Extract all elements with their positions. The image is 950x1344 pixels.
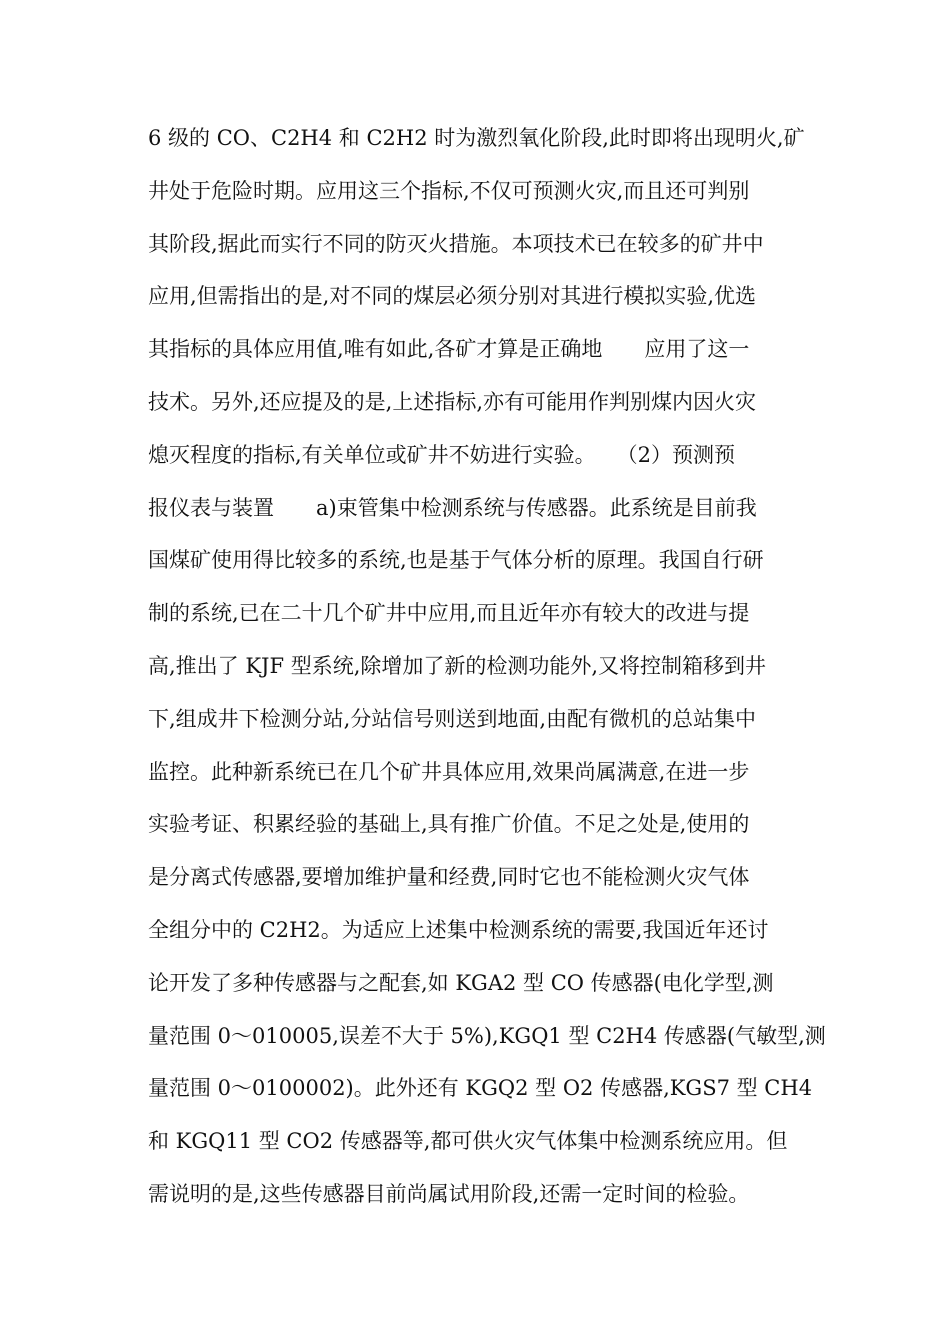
text-line: 量范围 0～010005,误差不大于 5%),KGQ1 型 C2H4 传感器(气敏型,测 <box>148 1023 826 1048</box>
text-line: 是分离式传感器,要增加维护量和经费,同时它也不能检测火灾气体 <box>148 865 750 890</box>
text-line: 熄灭程度的指标,有关单位或矿井不妨进行实验。 （2）预测预 <box>148 442 736 467</box>
text-line: 报仪表与装置 a)束管集中检测系统与传感器。此系统是目前我 <box>148 495 757 520</box>
text-line: 6 级的 CO、C2H4 和 C2H2 时为激烈氧化阶段,此时即将出现明火,矿 <box>148 126 805 150</box>
text-line: 下,组成井下检测分站,分站信号则送到地面,由配有微机的总站集中 <box>148 706 757 731</box>
text-line: 监控。此种新系统已在几个矿井具体应用,效果尚属满意,在进一步 <box>148 759 750 784</box>
text-line: 国煤矿使用得比较多的系统,也是基于气体分析的原理。我国自行研 <box>148 548 764 573</box>
text-line: 技术。另外,还应提及的是,上述指标,亦有可能用作判别煤内因火灾 <box>148 389 757 414</box>
text-line: 高,推出了 KJF 型系统,除增加了新的检测功能外,又将控制箱移到井 <box>148 653 767 678</box>
text-line: 和 KGQ11 型 CO2 传感器等,都可供火灾气体集中检测系统应用。但 <box>148 1129 788 1154</box>
text-line: 制的系统,已在二十几个矿井中应用,而且近年亦有较大的改进与提 <box>148 601 750 626</box>
text-line: 量范围 0～0100002)。此外还有 KGQ2 型 O2 传感器,KGS7 型 CH4 <box>148 1076 813 1101</box>
body-text <box>148 118 828 1227</box>
text-line: 井处于危险时期。应用这三个指标,不仅可预测火灾,而且还可判别 <box>148 178 750 203</box>
text-line: 实验考证、积累经验的基础上,具有推广价值。不足之处是,使用的 <box>148 812 750 837</box>
text-line: 应用,但需指出的是,对不同的煤层必须分别对其进行模拟实验,优选 <box>148 284 757 309</box>
text-line: 需说明的是,这些传感器目前尚属试用阶段,还需一定时间的检验。 <box>148 1181 750 1206</box>
text-line: 论开发了多种传感器与之配套,如 KGA2 型 CO 传感器(电化学型,测 <box>148 970 774 995</box>
text-line: 其阶段,据此而实行不同的防灭火措施。本项技术已在较多的矿井中 <box>148 231 764 256</box>
text-line: 全组分中的 C2H2。为适应上述集中检测系统的需要,我国近年还讨 <box>148 917 769 942</box>
text-line: 其指标的具体应用值,唯有如此,各矿才算是正确地 应用了这一 <box>148 337 750 362</box>
